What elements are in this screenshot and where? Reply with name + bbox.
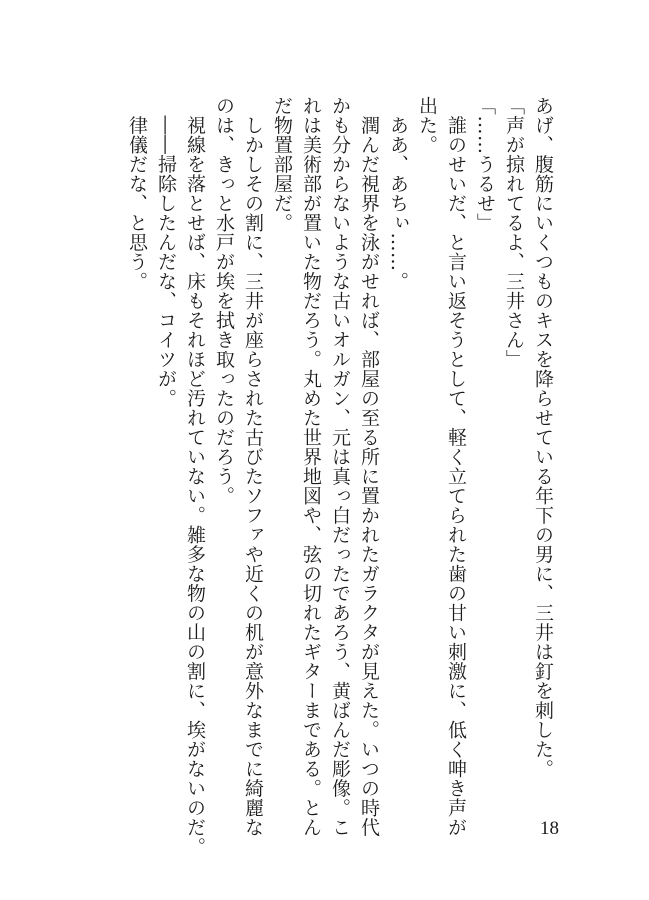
text-line: かも分からないような古いオルガン、元は真っ白だったであろう、黄ばんだ彫像。こ [329,96,351,837]
text-line: 「……うるせ」 [474,96,496,233]
text-line: ああ、あちぃ……。 [387,96,409,291]
text-line: 視線を落とせば、床もそれほど汚れていない。雑多な物の山の割に、埃がないのだ。 [184,96,206,857]
page-number: 18 [540,818,559,839]
text-line: だ物置部屋だ。 [271,96,293,233]
text-line: 誰のせいだ、と言い返そうとして、軽く立てられた歯の甘い刺激に、低く呻き声が [445,96,467,837]
text-line: 律儀だな、と思う。 [126,96,148,291]
text-line: のは、きっと水戸が埃を拭き取ったのだろう。 [213,96,235,506]
text-line: ――掃除したんだな、コイツが。 [155,96,177,408]
text-line: 潤んだ視界を泳がせれば、部屋の至る所に置かれたガラクタが見えた。いつの時代 [358,96,380,837]
text-line: あげ、腹筋にいくつものキスを降らせている年下の男に、三井は釘を刺した。 [532,96,554,779]
text-line: しかしその割に、三井が座らされた古びたソファや近くの机が意外なまでに綺麗な [242,96,264,837]
text-line: 出た。 [416,96,438,155]
text-line: れは美術部が置いた物だろう。丸めた世界地図や、弦の切れたギターまである。とん [300,96,322,837]
text-line: 「声が掠れてるよ、三井さん」 [503,96,525,369]
